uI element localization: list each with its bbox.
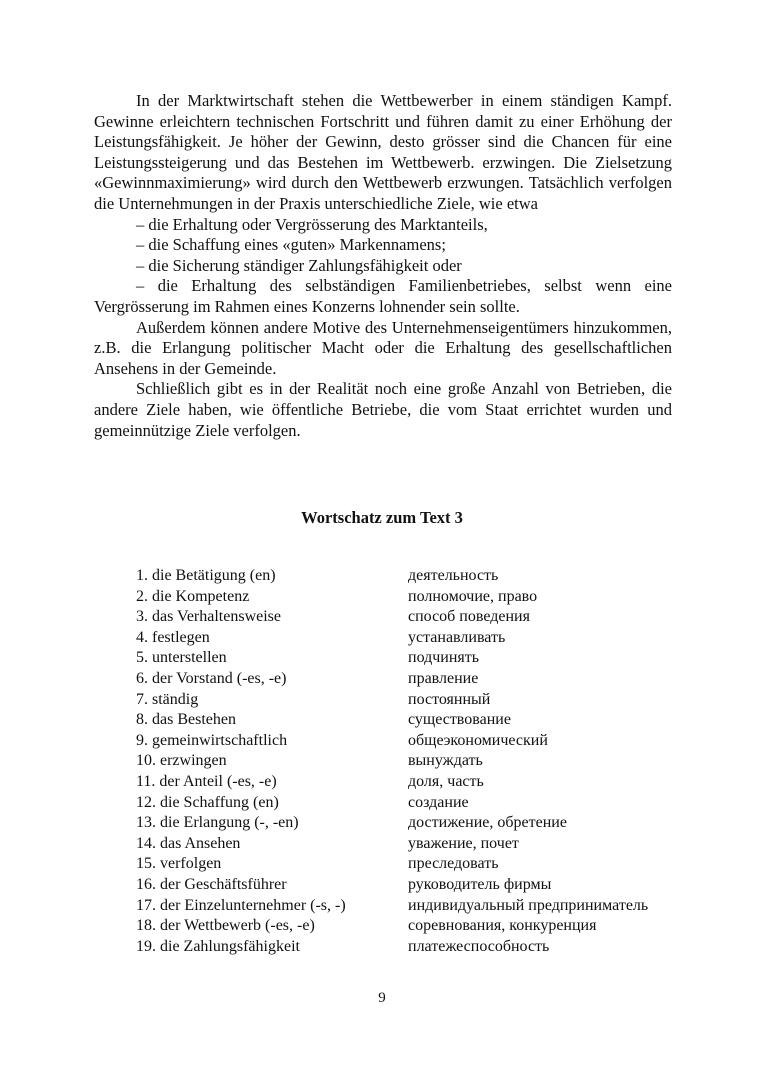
vocab-translation: полномочие, право: [408, 587, 538, 605]
vocab-term: 16. der Geschäftsführer: [136, 875, 287, 893]
vocab-row: [136, 937, 696, 958]
vocab-term: 3. das Verhaltensweise: [136, 608, 281, 626]
vocab-term: 15. verfolgen: [136, 855, 222, 873]
vocab-row: [136, 854, 696, 875]
vocab-term: 4. festlegen: [136, 628, 210, 646]
vocab-row: [136, 896, 696, 917]
vocab-term: 8. das Bestehen: [136, 711, 236, 729]
list-item: – die Sicherung ständiger Zahlungsfähigkeit oder: [136, 255, 462, 275]
body-text: [94, 91, 672, 441]
vocab-row: [136, 813, 696, 834]
vocab-translation: платежеспособность: [408, 937, 550, 955]
vocab-row: [136, 607, 696, 628]
vocab-row: [136, 710, 696, 731]
vocab-translation: подчинять: [408, 649, 480, 667]
vocab-translation: руководитель фирмы: [408, 875, 552, 893]
vocab-translation: уважение, почет: [408, 834, 519, 852]
vocab-term: 19. die Zahlungsfähigkeit: [136, 937, 300, 955]
list-item: – die Erhaltung oder Vergrösserung des Marktanteils,: [136, 214, 488, 234]
vocab-row: [136, 648, 696, 669]
vocab-row: [136, 587, 696, 608]
paragraph-motives: Außerdem können andere Motive des Unternehmenseigentümers hinzukommen, z.B. die Erlangung politischer Macht oder die Erhaltung des gesellschaftlichen Ansehens in der Gemeinde.: [94, 317, 672, 378]
vocab-row: [136, 690, 696, 711]
list-item: – die Erhaltung des selbständigen Familienbetriebes, selbst wenn eine Vergrösserung im Rahmen eines Konzerns lohnender sein sollte.: [94, 276, 672, 316]
vocab-title: Wortschatz zum Text 3: [301, 508, 463, 527]
vocab-row: [136, 628, 696, 649]
vocab-translation: постоянный: [408, 690, 491, 708]
vocab-row: [136, 834, 696, 855]
vocab-row: [136, 793, 696, 814]
vocab-term: 12. die Schaffung (en): [136, 793, 279, 811]
vocab-term: 14. das Ansehen: [136, 834, 241, 852]
vocab-row: [136, 731, 696, 752]
vocab-term: 5. unterstellen: [136, 649, 227, 667]
vocab-translation: достижение, обретение: [408, 814, 567, 832]
vocab-list: [136, 566, 696, 957]
vocab-translation: устанавливать: [408, 628, 506, 646]
page-number: 9: [378, 990, 386, 1006]
vocab-translation: общеэкономический: [408, 731, 548, 749]
vocab-translation: создание: [408, 793, 469, 811]
vocab-term: 13. die Erlangung (-, -en): [136, 814, 299, 832]
vocab-translation: доля, часть: [408, 772, 484, 790]
vocab-term: 7. ständig: [136, 690, 199, 708]
vocab-term: 1. die Betätigung (en): [136, 567, 276, 584]
vocab-row: [136, 916, 696, 937]
vocab-term: 11. der Anteil (-es, -e): [136, 772, 277, 790]
vocab-translation: деятельность: [408, 567, 499, 584]
vocab-translation: существование: [408, 711, 511, 729]
list-item: – die Schaffung eines «guten» Markennamens;: [136, 235, 446, 255]
vocab-term: 2. die Kompetenz: [136, 587, 250, 605]
vocab-translation: вынуждать: [408, 752, 483, 770]
vocab-translation: соревнования, конкуренция: [408, 917, 597, 935]
vocab-row: [136, 875, 696, 896]
vocab-translation: преследовать: [408, 855, 499, 873]
vocab-translation: правление: [408, 669, 479, 687]
paragraph-conclusion: Schließlich gibt es in der Realität noch eine große Anzahl von Betrieben, die andere Ziele haben, wie öffentliche Betriebe, die vom Staat errichtet wurden und gemeinnützige Ziele verfolgen.: [94, 379, 672, 440]
vocab-term: 10. erzwingen: [136, 752, 227, 770]
paragraph-intro: In der Marktwirtschaft stehen die Wettbewerber in einem ständigen Kampf. Gewinne erleichtern technischen Fortschritt und führen damit zu einer Erhöhung der Leistungsfähigkeit. Je höher der Gewinn, desto grösser sind die Chancen für eine Leistungssteigerung und das Bestehen im Wettbewerb. erzwingen. Die Zielsetzung «Gewinnmaximierung» wird durch den Wettbewerb erzwungen. Tatsächlich verfolgen die Unternehmungen in der Praxis unterschiedliche Ziele, wie etwa: [94, 91, 672, 213]
vocab-term: 17. der Einzelunternehmer (-s, -): [136, 896, 346, 914]
vocab-term: 6. der Vorstand (-es, -e): [136, 669, 287, 687]
vocab-translation: индивидуальный предприниматель: [408, 896, 649, 914]
vocab-term: 18. der Wettbewerb (-es, -e): [136, 917, 315, 935]
vocab-term: 9. gemeinwirtschaftlich: [136, 731, 288, 749]
vocab-translation: способ поведения: [408, 608, 530, 626]
vocab-row: [136, 669, 696, 690]
vocab-row: [136, 751, 696, 772]
vocab-row: [136, 566, 696, 587]
vocab-row: [136, 772, 696, 793]
